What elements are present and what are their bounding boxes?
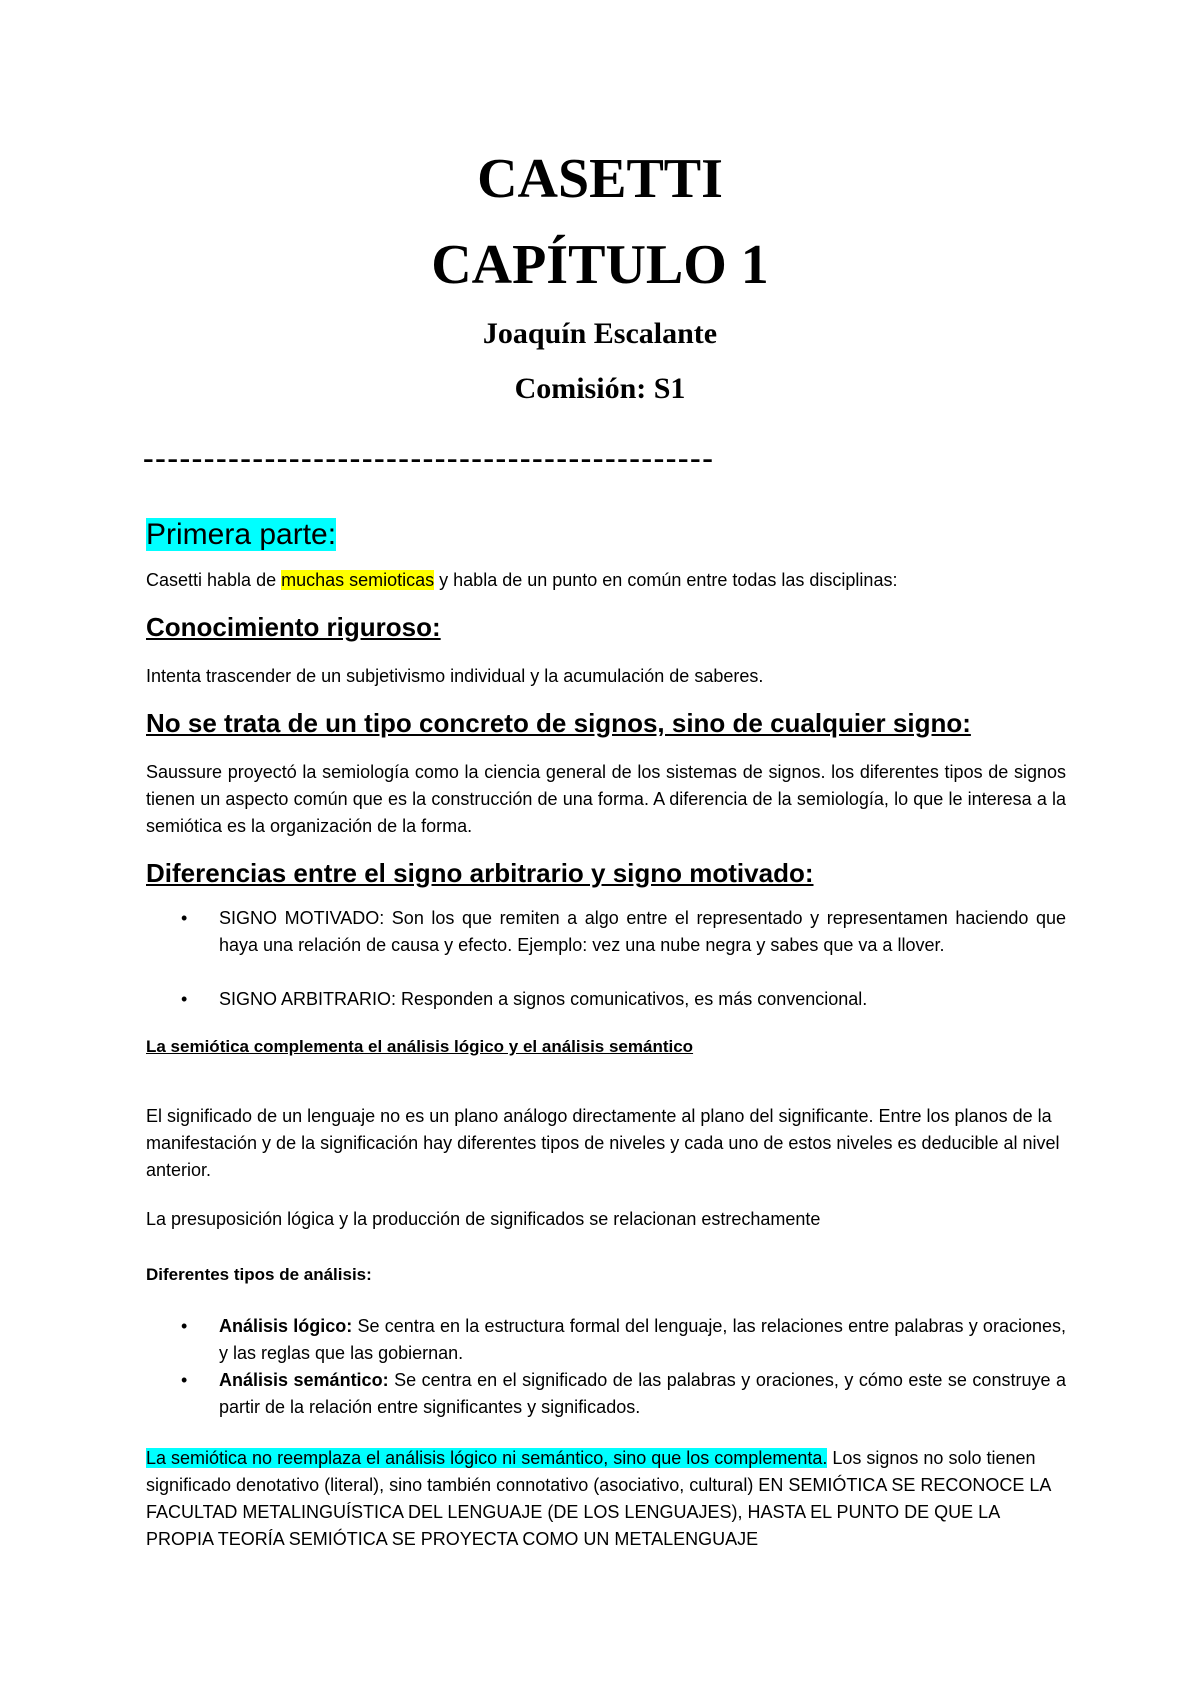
text-run: Los signos no solo tienen significado denotativo (literal), sino también connotativo (asociativo, cultural) EN SEMIÓTICA SE RECONOCE LA FACULTAD METALINGUÍSTICA DEL LENGUAJE (DE LOS LENGUAJES), HASTA EL PUNTO DE QUE LA PROPIA TEORÍA SEMIÓTICA SE PROYECTA COMO UN METALENGUAJE [146, 1448, 1051, 1549]
heading-diferencias: Diferencias entre el signo arbitrario y signo motivado: [146, 858, 814, 888]
highlighted-heading: Primera parte: [146, 518, 337, 551]
heading-signos: No se trata de un tipo concreto de signos, sino de cualquier signo: [146, 708, 971, 738]
section-heading-primera-parte [146, 516, 1066, 554]
text-run: Casetti habla de [146, 570, 282, 590]
paragraph-conocimiento: Intenta trascender de un subjetivismo individual y la acumulación de saberes. [146, 666, 764, 686]
list-item-text: SIGNO MOTIVADO: Son los que remiten a algo entre el representado y representamen haciendo que haya una relación de causa y efecto. Ejemplo: vez una nube negra y sabes que va a llover. [219, 908, 1066, 955]
paragraph-significado: El significado de un lenguaje no es un plano análogo directamente al plano del significante. Entre los planos de la manifestación y de la significación hay diferentes tipos de niveles y cada uno de estos niveles es deducible al nivel anterior. [146, 1106, 1060, 1180]
highlighted-text: muchas semioticas [281, 570, 435, 590]
text-run: y habla de un punto en común entre todas las disciplinas: [434, 570, 898, 590]
bullet-icon: • [181, 1370, 188, 1390]
bullet-icon: • [181, 908, 188, 928]
bullet-icon: • [181, 1316, 188, 1336]
author-name: Joaquín Escalante [482, 317, 718, 350]
paragraph-presuposicion: La presuposición lógica y la producción de significados se relacionan estrechamente [146, 1209, 821, 1229]
chapter-title: CAPÍTULO 1 [431, 234, 769, 296]
list-item-desc: Se centra en la estructura formal del lenguaje, las relaciones entre palabras y oraciones, y las reglas que las gobiernan. [219, 1316, 1066, 1363]
list-item-term: Análisis semántico: [219, 1370, 389, 1390]
list-item-text: SIGNO ARBITRARIO: Responden a signos comunicativos, es más convencional. [219, 989, 868, 1009]
list-item-desc: Se centra en el significado de las palabras y oraciones, y cómo este se construye a partir de la relación entre significantes y significados. [219, 1370, 1066, 1417]
paragraph-final [146, 1445, 1066, 1553]
heading-tipos-analisis: Diferentes tipos de análisis: [146, 1265, 372, 1284]
heading-complementa: La semiótica complementa el análisis lógico y el análisis semántico [146, 1037, 694, 1056]
list-item-text [219, 1367, 1066, 1421]
bullet-icon: • [181, 989, 188, 1009]
highlighted-text: La semiótica no reemplaza el análisis lógico ni semántico, sino que los complementa. [146, 1448, 828, 1468]
list-item-text [219, 1313, 1066, 1367]
list-item-term: Análisis lógico: [219, 1316, 353, 1336]
document-title: CASETTI [477, 148, 723, 210]
dashed-divider: ----------------------------------------------- [143, 439, 715, 475]
commission-label: Comisión: S1 [514, 372, 686, 405]
paragraph-intro [146, 567, 1066, 594]
paragraph-signos: Saussure proyectó la semiología como la ciencia general de los sistemas de signos. los diferentes tipos de signos tienen un aspecto común que es la construcción de una forma. A diferencia de la semiología, lo que le interesa a la semiótica es la organización de la forma. [146, 762, 1066, 836]
heading-conocimiento: Conocimiento riguroso: [146, 612, 441, 642]
